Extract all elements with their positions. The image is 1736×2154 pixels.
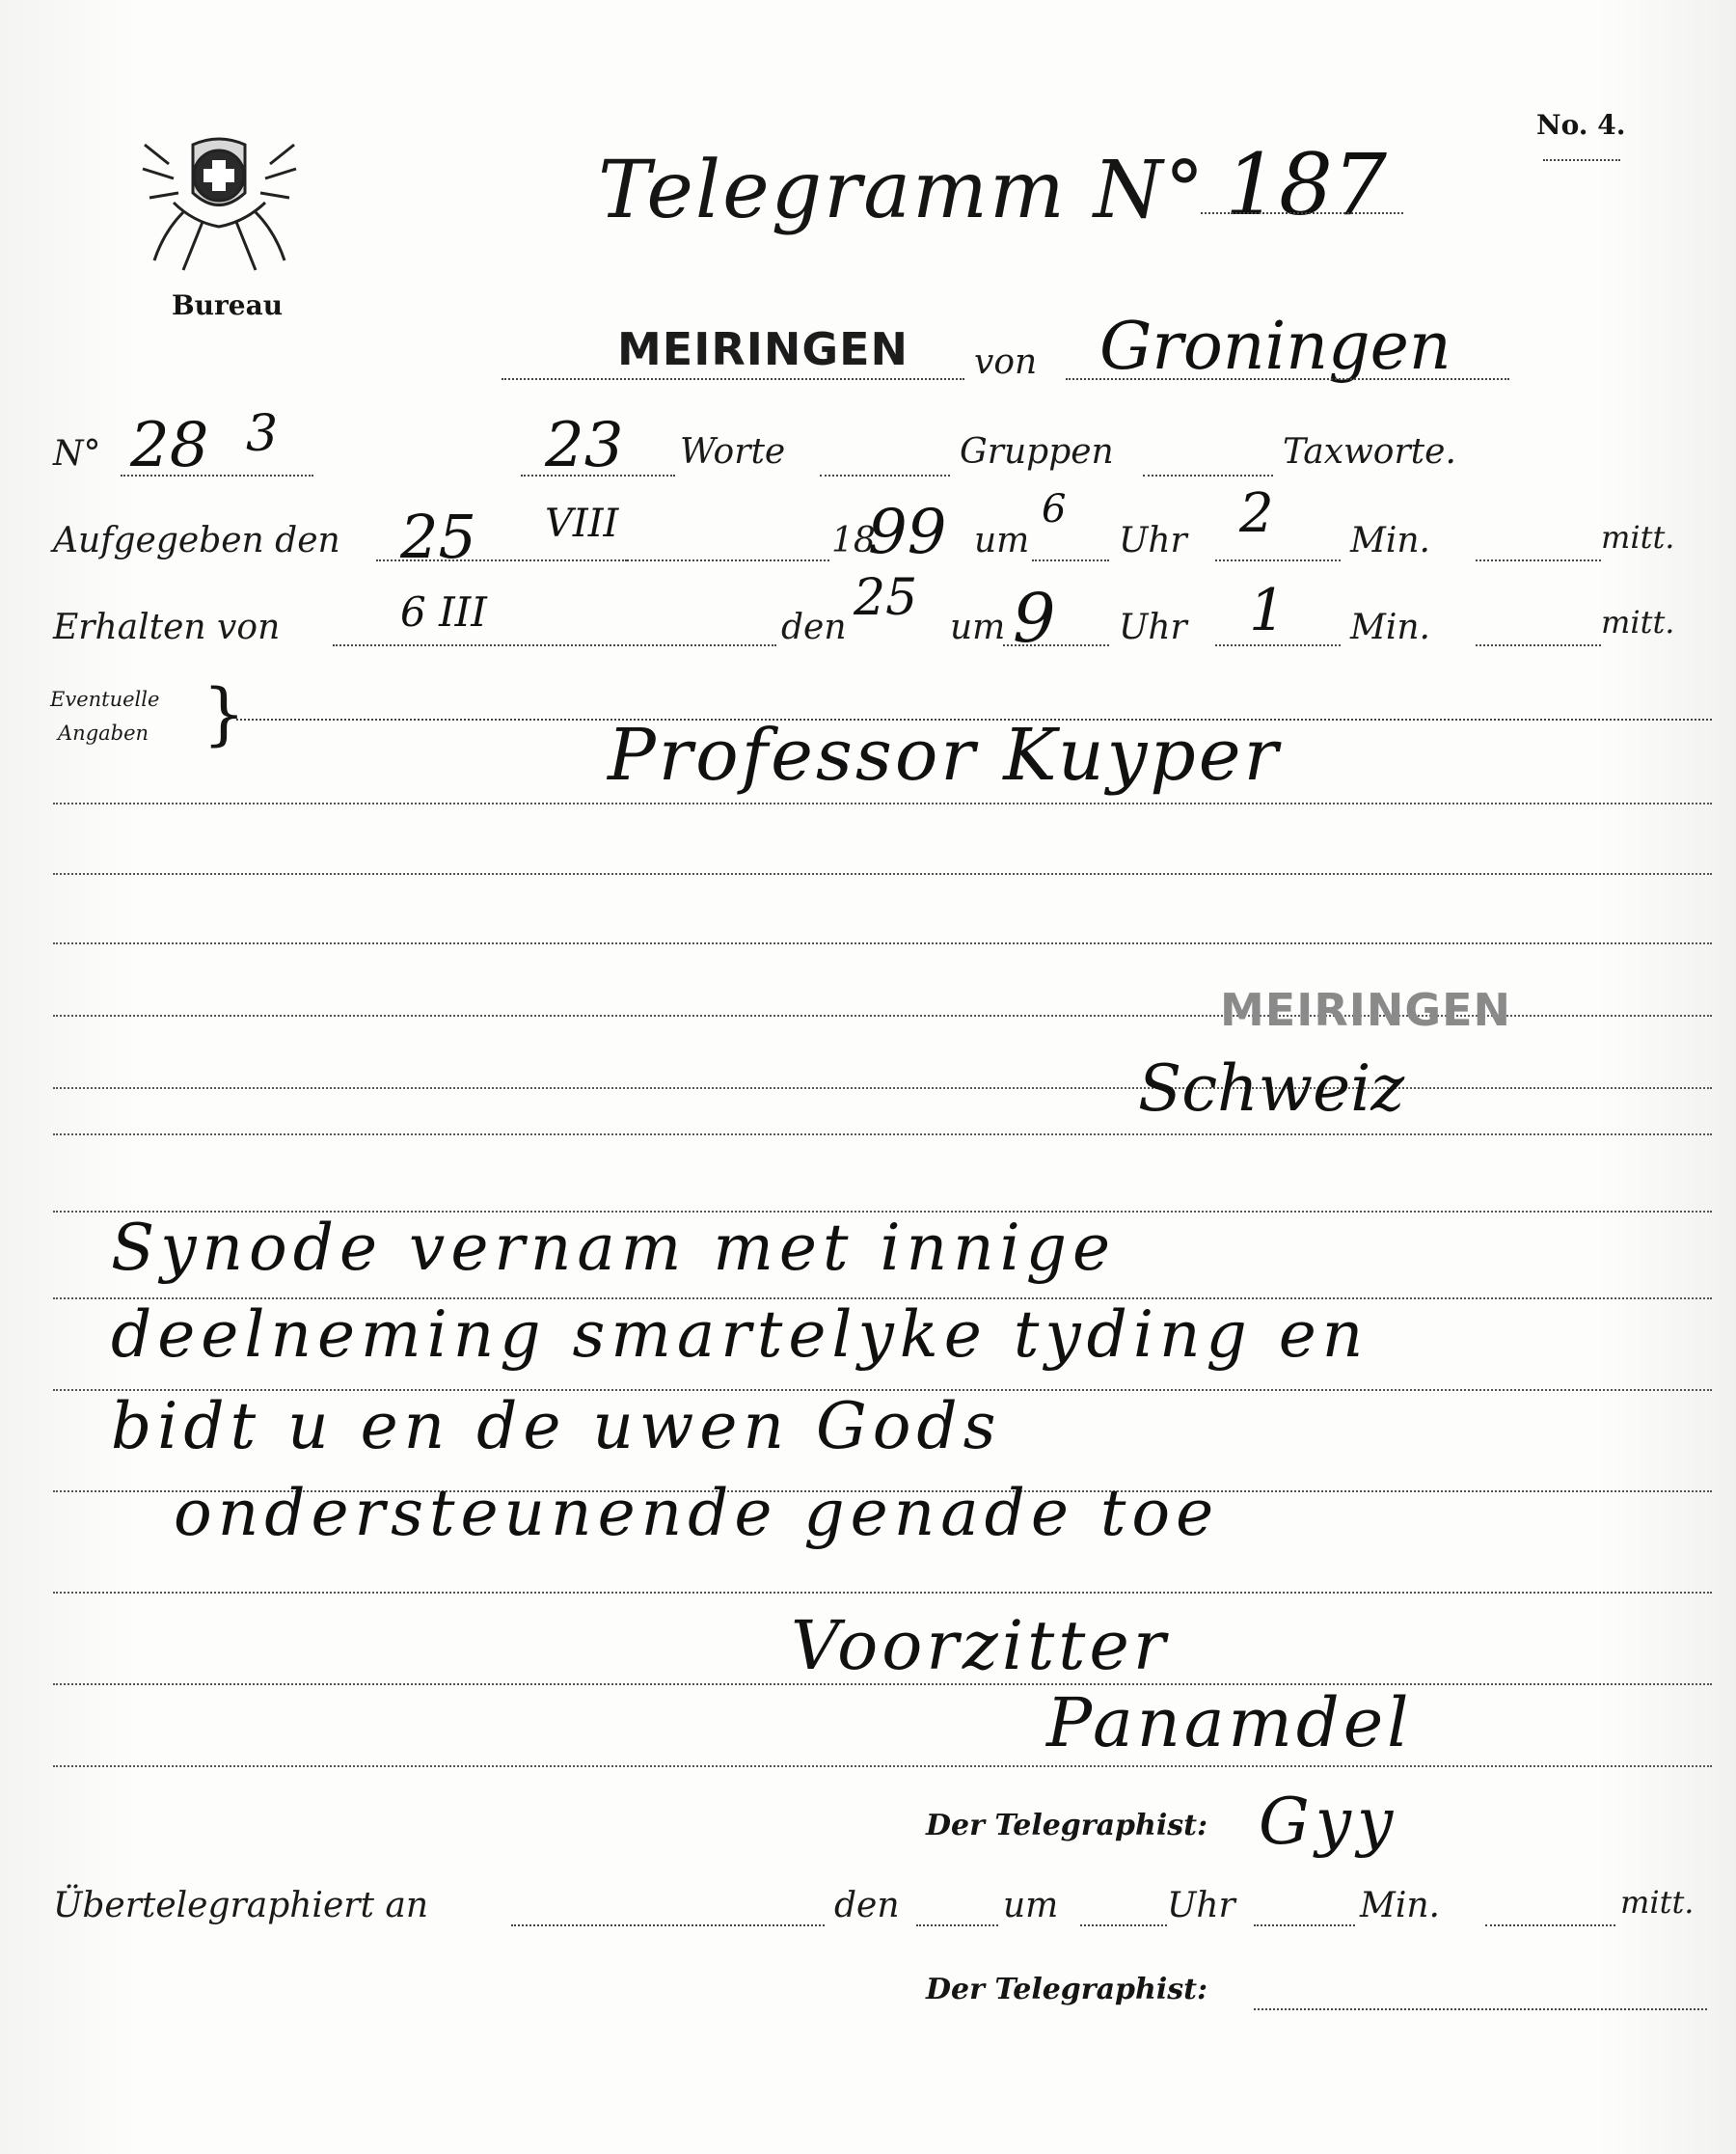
groups-label: Gruppen: [960, 432, 1114, 472]
eventual-brace-icon: }: [203, 674, 246, 753]
eventual-label-line1: Eventuelle: [50, 688, 160, 711]
form-number-rule: [1543, 159, 1620, 161]
no-rule: [121, 475, 313, 477]
bureau-label: Bureau: [172, 289, 284, 321]
forward-um-label: um: [1003, 1886, 1059, 1925]
ruled-line: [53, 942, 1712, 944]
received-minute: 1: [1249, 577, 1287, 644]
telegram-title: Telegramm N°: [598, 145, 1207, 236]
received-mitt-label: mitt.: [1601, 604, 1675, 641]
received-from-rule: [333, 644, 776, 646]
signature-name: Panamdel: [1046, 1683, 1413, 1762]
form-number: No. 4.: [1536, 109, 1626, 141]
filed-month: VIII: [545, 502, 619, 546]
forward-label: Übertelegraphiert an: [53, 1886, 429, 1925]
no-superscript: 3: [246, 405, 279, 463]
telegram-number-rule: [1201, 212, 1403, 214]
eventual-label-line2: Angaben: [58, 722, 149, 745]
message-line: bidt u en de uwen Gods: [111, 1389, 1002, 1463]
filed-minute: 2: [1239, 482, 1274, 545]
received-minute-rule: [1215, 644, 1341, 646]
received-den-label: den: [781, 608, 847, 647]
filed-hour-rule: [1032, 559, 1109, 561]
filed-gap-rule: [627, 559, 829, 561]
received-from: 6 III: [400, 588, 487, 636]
filed-label: Aufgegeben den: [53, 521, 340, 560]
telegraphist-initials: Gyy: [1259, 1785, 1399, 1859]
filed-hour: 6: [1042, 487, 1067, 532]
filed-mitt-label: mitt.: [1601, 519, 1675, 556]
received-mitt-rule: [1476, 644, 1601, 646]
filed-day: 25: [400, 502, 476, 572]
swiss-coat-of-arms-icon: [135, 125, 304, 280]
addressee-name: Professor Kuyper: [608, 714, 1281, 797]
ruled-line: [53, 1592, 1712, 1594]
forward-to-rule: [511, 1924, 825, 1926]
ruled-line: [53, 873, 1712, 875]
office-rule: [502, 378, 964, 380]
message-line: ondersteunende genade toe: [174, 1476, 1220, 1550]
signature-title: Voorzitter: [791, 1606, 1170, 1685]
addressee-country: Schweiz: [1138, 1051, 1405, 1126]
telegraphist-label: Der Telegraphist:: [926, 1809, 1208, 1842]
words-label: Worte: [680, 432, 786, 472]
forward-min-label: Min.: [1360, 1886, 1441, 1925]
filed-min-label: Min.: [1350, 521, 1431, 560]
origin-value: Groningen: [1099, 309, 1451, 385]
received-min-label: Min.: [1350, 608, 1431, 647]
ruled-line: [53, 1087, 1712, 1089]
no-label: N°: [53, 434, 101, 474]
office-stamp: MEIRINGEN: [617, 323, 909, 375]
filed-mitt-rule: [1476, 559, 1601, 561]
forward-date-rule: [916, 1924, 998, 1926]
received-label: Erhalten von: [53, 608, 281, 647]
message-line: deelneming smartelyke tyding en: [111, 1297, 1370, 1372]
telegraphist2-label: Der Telegraphist:: [926, 1973, 1208, 2006]
message-line: Synode vernam met innige: [111, 1211, 1117, 1285]
groups-rule: [820, 475, 950, 477]
filed-um-label: um: [974, 521, 1030, 560]
received-hour-rule: [1003, 644, 1109, 646]
no-value: 28: [130, 410, 209, 481]
ruled-line: [53, 1765, 1712, 1767]
received-day: 25: [854, 569, 918, 627]
addressee-stamp: MEIRINGEN: [1220, 984, 1512, 1036]
filed-minute-rule: [1215, 559, 1341, 561]
filed-year-suffix: 99: [868, 497, 947, 568]
filed-uhr-label: Uhr: [1119, 521, 1187, 560]
forward-hour-rule: [1080, 1924, 1167, 1926]
received-uhr-label: Uhr: [1119, 608, 1187, 647]
received-um-label: um: [950, 608, 1006, 647]
words-value: 23: [545, 410, 624, 481]
ruled-line: [53, 1133, 1712, 1135]
von-label: von: [974, 342, 1038, 382]
telegraphist2-rule: [1254, 2008, 1707, 2010]
forward-minute-rule: [1254, 1924, 1355, 1926]
forward-den-label: den: [834, 1886, 900, 1925]
forward-mitt-rule: [1485, 1924, 1615, 1926]
filed-year-prefix: 18: [831, 521, 876, 560]
tax-label: Taxworte.: [1283, 432, 1456, 472]
telegram-number: 187: [1225, 135, 1387, 234]
tax-rule: [1143, 475, 1273, 477]
forward-uhr-label: Uhr: [1167, 1886, 1235, 1925]
forward-mitt-label: mitt.: [1620, 1884, 1695, 1921]
received-hour: 9: [1013, 579, 1056, 658]
ruled-line: [53, 803, 1712, 804]
origin-rule: [1066, 378, 1509, 380]
